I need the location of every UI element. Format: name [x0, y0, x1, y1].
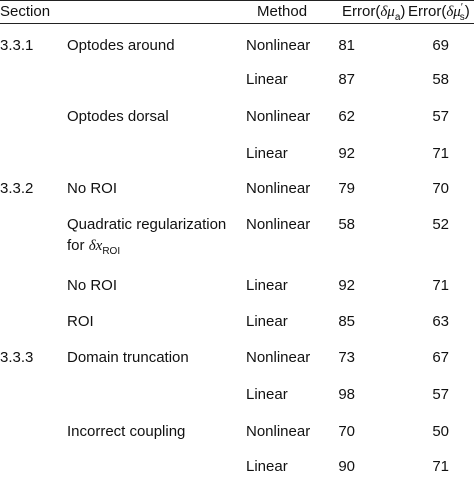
header-error-mus-sub: s	[459, 12, 465, 23]
header-rule	[0, 23, 474, 24]
row-case: Incorrect coupling	[67, 423, 186, 440]
row-section: 3.3.3	[0, 349, 34, 366]
row-error-mus: 57	[432, 108, 449, 125]
header-error-mus	[408, 3, 470, 21]
header-error-mus-suffix: )	[464, 3, 470, 20]
row-error-mua: 92	[338, 145, 355, 162]
row-method: Nonlinear	[246, 37, 311, 54]
row-error-mus: 58	[432, 71, 449, 88]
row-method: Nonlinear	[246, 349, 311, 366]
row-error-mua: 92	[338, 277, 355, 294]
row-section: 3.3.1	[0, 37, 34, 54]
row-error-mua: 81	[338, 37, 355, 54]
header-error-mus-symbol: δμ	[446, 4, 461, 20]
row-method: Linear	[246, 145, 288, 162]
row-method: Linear	[246, 313, 288, 330]
row-error-mus: 63	[432, 313, 449, 330]
row-error-mus: 71	[432, 277, 449, 294]
row-error-mus: 70	[432, 180, 449, 197]
row-method: Nonlinear	[246, 423, 311, 440]
row-case: Optodes dorsal	[67, 108, 169, 125]
row-case: Quadratic regularization	[67, 216, 227, 233]
row-method: Nonlinear	[246, 180, 311, 197]
row-method: Linear	[246, 277, 288, 294]
row-method: Nonlinear	[246, 216, 311, 233]
quadratic-sub: ROI	[102, 246, 121, 257]
row-error-mua: 85	[338, 313, 355, 330]
row-method: Linear	[246, 386, 288, 403]
header-error-mua-symbol: δμ	[380, 4, 395, 20]
row-error-mua: 58	[338, 216, 355, 233]
row-case: No ROI	[67, 180, 118, 197]
row-case-continuation	[67, 237, 120, 255]
row-error-mua: 90	[338, 458, 355, 475]
header-error-mua	[342, 3, 405, 21]
header-error-mus-prefix: Error(	[408, 3, 447, 20]
quadratic-symbol: δx	[88, 238, 103, 254]
row-case: ROI	[67, 313, 94, 330]
header-error-mua-prefix: Error(	[342, 3, 381, 20]
row-method: Nonlinear	[246, 108, 311, 125]
row-error-mua: 73	[338, 349, 355, 366]
row-error-mus: 52	[432, 216, 449, 233]
header-error-mua-suffix: )	[400, 3, 406, 20]
header-section: Section	[0, 3, 51, 20]
row-error-mus: 50	[432, 423, 449, 440]
row-error-mua: 87	[338, 71, 355, 88]
row-section: 3.3.2	[0, 180, 34, 197]
row-error-mus: 57	[432, 386, 449, 403]
row-case: Domain truncation	[67, 349, 189, 366]
row-error-mus: 71	[432, 458, 449, 475]
row-error-mua: 70	[338, 423, 355, 440]
row-error-mus: 69	[432, 37, 449, 54]
row-error-mua: 79	[338, 180, 355, 197]
row-error-mus: 71	[432, 145, 449, 162]
header-error-mus-sup: ′	[460, 2, 463, 13]
header-error-mua-sub: a	[394, 12, 401, 23]
top-rule	[0, 0, 474, 1]
header-method: Method	[257, 3, 308, 20]
row-case: Optodes around	[67, 37, 175, 54]
quadratic-for: for	[67, 237, 89, 254]
row-method: Linear	[246, 458, 288, 475]
row-error-mua: 98	[338, 386, 355, 403]
row-error-mua: 62	[338, 108, 355, 125]
row-method: Linear	[246, 71, 288, 88]
row-case: No ROI	[67, 277, 118, 294]
row-error-mus: 67	[432, 349, 449, 366]
